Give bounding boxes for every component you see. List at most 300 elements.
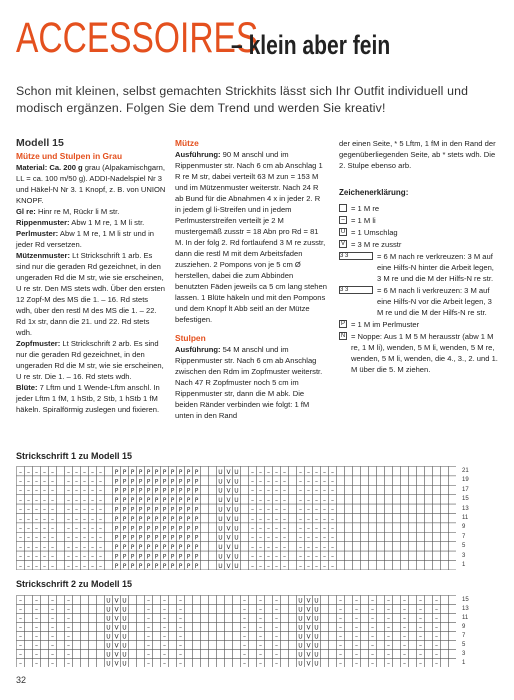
svg-text:V: V <box>114 642 119 650</box>
svg-text:–: – <box>331 562 334 570</box>
svg-text:–: – <box>67 633 70 641</box>
svg-text:V: V <box>114 606 119 614</box>
svg-text:–: – <box>331 544 334 552</box>
svg-text:V: V <box>226 506 231 514</box>
svg-text:P: P <box>138 487 143 495</box>
svg-text:U: U <box>218 478 223 486</box>
svg-text:–: – <box>27 478 30 486</box>
svg-text:–: – <box>91 562 94 570</box>
svg-text:P: P <box>194 478 199 486</box>
svg-text:–: – <box>67 468 70 476</box>
svg-text:–: – <box>299 478 302 486</box>
svg-text:P: P <box>122 515 127 523</box>
svg-text:U: U <box>298 660 303 667</box>
svg-text:–: – <box>51 468 54 476</box>
svg-text:P: P <box>162 497 167 505</box>
perl-paragraph: Perlmuster: Abw 1 M re, 1 M li str und in jeder Rd versetzen. <box>16 229 155 249</box>
svg-text:–: – <box>83 506 86 514</box>
section-heading: Mütze und Stulpen in Grau <box>16 151 123 161</box>
svg-text:–: – <box>99 497 102 505</box>
svg-text:U: U <box>122 606 127 614</box>
svg-text:P: P <box>146 534 151 542</box>
svg-text:V: V <box>226 487 231 495</box>
svg-text:–: – <box>355 615 358 623</box>
svg-text:–: – <box>283 468 286 476</box>
svg-text:–: – <box>35 468 38 476</box>
svg-text:P: P <box>194 525 199 533</box>
legend-item <box>339 215 499 226</box>
svg-text:–: – <box>91 553 94 561</box>
page-number: 32 <box>16 675 27 685</box>
svg-text:P: P <box>114 487 119 495</box>
svg-text:P: P <box>154 534 159 542</box>
svg-text:–: – <box>91 515 94 523</box>
svg-text:P: P <box>146 553 151 561</box>
svg-text:–: – <box>43 544 46 552</box>
chart-1-row-numbers <box>462 467 469 570</box>
svg-text:–: – <box>163 615 166 623</box>
svg-text:–: – <box>147 606 150 614</box>
svg-text:–: – <box>83 562 86 570</box>
legend-text: = 6 M nach li verkreuzen: 3 M auf eine Hilfs-N vor die Arbeit legen, 3 M re und die M der Hilfs-N re str. <box>377 286 492 317</box>
svg-text:–: – <box>91 487 94 495</box>
svg-text:U: U <box>218 468 223 476</box>
svg-text:–: – <box>259 478 262 486</box>
svg-text:–: – <box>91 497 94 505</box>
svg-text:–: – <box>35 534 38 542</box>
svg-text:P: P <box>146 515 151 523</box>
svg-text:–: – <box>99 562 102 570</box>
row-number: 3 <box>462 552 466 559</box>
svg-text:–: – <box>259 534 262 542</box>
svg-text:–: – <box>43 562 46 570</box>
row-number: 11 <box>462 514 469 521</box>
svg-text:–: – <box>91 506 94 514</box>
svg-text:U: U <box>218 534 223 542</box>
svg-text:–: – <box>35 615 38 623</box>
svg-text:–: – <box>35 544 38 552</box>
svg-text:–: – <box>51 633 54 641</box>
svg-text:–: – <box>51 534 54 542</box>
svg-text:–: – <box>35 515 38 523</box>
svg-text:–: – <box>99 525 102 533</box>
svg-text:–: – <box>51 606 54 614</box>
svg-text:P: P <box>162 534 167 542</box>
svg-text:V: V <box>226 544 231 552</box>
svg-text:–: – <box>67 606 70 614</box>
svg-text:–: – <box>91 478 94 486</box>
svg-text:U: U <box>234 497 239 505</box>
svg-text:–: – <box>371 615 374 623</box>
svg-text:P: P <box>186 506 191 514</box>
svg-text:P: P <box>114 553 119 561</box>
svg-text:P: P <box>170 515 175 523</box>
svg-text:V: V <box>226 478 231 486</box>
svg-text:–: – <box>355 633 358 641</box>
svg-text:–: – <box>331 468 334 476</box>
svg-text:–: – <box>435 606 438 614</box>
muetze-heading: Mütze <box>175 138 199 148</box>
svg-text:P: P <box>114 506 119 514</box>
legend-symbol-icon <box>339 204 347 212</box>
svg-text:–: – <box>147 615 150 623</box>
svg-text:–: – <box>19 515 22 523</box>
legend-item <box>339 203 499 214</box>
svg-text:–: – <box>51 624 54 632</box>
svg-text:P: P <box>146 468 151 476</box>
svg-text:–: – <box>307 525 310 533</box>
legend-item <box>339 285 499 318</box>
svg-text:–: – <box>275 478 278 486</box>
svg-text:–: – <box>147 597 150 605</box>
svg-text:V: V <box>226 497 231 505</box>
svg-text:–: – <box>35 624 38 632</box>
svg-text:–: – <box>91 544 94 552</box>
svg-text:–: – <box>315 487 318 495</box>
svg-text:–: – <box>51 478 54 486</box>
svg-text:–: – <box>275 525 278 533</box>
svg-text:–: – <box>99 515 102 523</box>
svg-text:P: P <box>114 478 119 486</box>
svg-text:–: – <box>283 478 286 486</box>
page-title: ACCESSOIRES <box>16 14 259 62</box>
svg-text:–: – <box>43 553 46 561</box>
svg-text:P: P <box>170 478 175 486</box>
svg-text:P: P <box>138 497 143 505</box>
svg-text:–: – <box>283 506 286 514</box>
svg-text:–: – <box>323 506 326 514</box>
svg-text:–: – <box>267 553 270 561</box>
svg-text:–: – <box>19 544 22 552</box>
svg-text:–: – <box>179 597 182 605</box>
svg-text:–: – <box>67 553 70 561</box>
svg-text:–: – <box>83 534 86 542</box>
svg-text:–: – <box>35 606 38 614</box>
svg-text:V: V <box>226 468 231 476</box>
chart-2 <box>16 595 456 667</box>
svg-text:–: – <box>43 487 46 495</box>
svg-text:V: V <box>306 633 311 641</box>
svg-text:–: – <box>67 660 70 667</box>
svg-text:–: – <box>283 553 286 561</box>
svg-text:–: – <box>275 506 278 514</box>
svg-text:U: U <box>234 487 239 495</box>
svg-text:P: P <box>138 553 143 561</box>
row-number: 17 <box>462 486 469 493</box>
svg-text:P: P <box>122 468 127 476</box>
bluete-paragraph: Blüte: 7 Lftm und 1 Wende-Lftm anschl. In jeder Lftm 1 fM, 1 hStb, 2 Stb, 1 hStb 1 fM häkeln. Spiralförmig zuslegen und fixieren. <box>16 383 160 414</box>
svg-text:–: – <box>435 633 438 641</box>
svg-text:–: – <box>43 497 46 505</box>
svg-text:–: – <box>315 534 318 542</box>
legend-text: = 1 M li <box>351 216 376 225</box>
svg-text:–: – <box>19 487 22 495</box>
svg-text:–: – <box>339 615 342 623</box>
svg-text:–: – <box>19 506 22 514</box>
svg-text:–: – <box>35 660 38 667</box>
svg-text:U: U <box>298 615 303 623</box>
svg-text:–: – <box>339 651 342 659</box>
svg-text:–: – <box>283 525 286 533</box>
svg-text:U: U <box>314 660 319 667</box>
svg-text:P: P <box>146 478 151 486</box>
legend-item <box>339 227 499 238</box>
svg-text:P: P <box>138 534 143 542</box>
svg-text:–: – <box>371 606 374 614</box>
svg-text:U: U <box>122 642 127 650</box>
svg-text:V: V <box>226 562 231 570</box>
svg-text:–: – <box>355 642 358 650</box>
svg-text:–: – <box>147 660 150 667</box>
svg-text:–: – <box>387 633 390 641</box>
svg-text:P: P <box>170 544 175 552</box>
svg-text:–: – <box>299 497 302 505</box>
svg-text:–: – <box>67 642 70 650</box>
row-number: 3 <box>462 651 466 657</box>
svg-text:U: U <box>314 642 319 650</box>
svg-text:–: – <box>51 651 54 659</box>
svg-text:P: P <box>178 553 183 561</box>
svg-text:–: – <box>19 651 22 659</box>
page-header <box>16 14 391 63</box>
svg-text:U: U <box>314 597 319 605</box>
svg-text:P: P <box>186 497 191 505</box>
svg-text:P: P <box>122 553 127 561</box>
svg-text:–: – <box>267 497 270 505</box>
svg-text:–: – <box>435 642 438 650</box>
svg-text:P: P <box>170 487 175 495</box>
svg-text:U: U <box>106 642 111 650</box>
svg-text:–: – <box>51 615 54 623</box>
svg-text:P: P <box>178 497 183 505</box>
svg-text:–: – <box>323 544 326 552</box>
svg-text:–: – <box>259 525 262 533</box>
svg-text:V: V <box>226 525 231 533</box>
svg-text:–: – <box>259 468 262 476</box>
svg-text:P: P <box>154 497 159 505</box>
svg-text:–: – <box>371 651 374 659</box>
svg-text:–: – <box>75 487 78 495</box>
svg-text:P: P <box>146 487 151 495</box>
svg-text:P: P <box>130 525 135 533</box>
svg-text:U: U <box>218 544 223 552</box>
svg-text:–: – <box>251 534 254 542</box>
svg-text:–: – <box>147 651 150 659</box>
svg-text:–: – <box>75 562 78 570</box>
rippen-paragraph: Rippenmuster: Abw 1 M re, 1 M li str. <box>16 218 145 227</box>
legend-symbol-icon: 3 3 <box>339 286 373 294</box>
svg-text:P: P <box>162 562 167 570</box>
svg-text:V: V <box>306 615 311 623</box>
svg-text:U: U <box>218 525 223 533</box>
svg-text:–: – <box>419 597 422 605</box>
svg-text:–: – <box>307 562 310 570</box>
svg-text:–: – <box>331 525 334 533</box>
svg-text:P: P <box>186 553 191 561</box>
svg-text:–: – <box>51 497 54 505</box>
svg-text:V: V <box>306 651 311 659</box>
svg-text:V: V <box>114 615 119 623</box>
svg-text:–: – <box>35 633 38 641</box>
svg-text:–: – <box>419 624 422 632</box>
row-number: 19 <box>462 477 469 484</box>
svg-text:–: – <box>99 487 102 495</box>
svg-text:–: – <box>275 597 278 605</box>
svg-text:P: P <box>114 468 119 476</box>
row-number: 15 <box>462 597 469 603</box>
svg-text:–: – <box>163 597 166 605</box>
legend-symbol-icon: U <box>340 229 346 235</box>
svg-text:P: P <box>178 544 183 552</box>
svg-text:P: P <box>154 515 159 523</box>
svg-text:–: – <box>75 468 78 476</box>
svg-text:–: – <box>19 597 22 605</box>
svg-text:P: P <box>114 562 119 570</box>
row-number: 1 <box>462 561 466 568</box>
svg-text:–: – <box>27 562 30 570</box>
svg-text:–: – <box>259 544 262 552</box>
svg-text:P: P <box>170 497 175 505</box>
svg-text:–: – <box>35 487 38 495</box>
svg-text:–: – <box>67 497 70 505</box>
svg-text:P: P <box>170 534 175 542</box>
svg-text:–: – <box>299 534 302 542</box>
svg-text:U: U <box>122 651 127 659</box>
svg-text:P: P <box>186 525 191 533</box>
svg-text:–: – <box>35 525 38 533</box>
svg-text:U: U <box>218 562 223 570</box>
svg-text:–: – <box>99 544 102 552</box>
svg-text:–: – <box>83 497 86 505</box>
svg-text:–: – <box>259 660 262 667</box>
svg-text:P: P <box>178 487 183 495</box>
svg-text:P: P <box>162 506 167 514</box>
svg-text:–: – <box>67 487 70 495</box>
svg-text:–: – <box>35 562 38 570</box>
svg-text:–: – <box>275 660 278 667</box>
legend-text: = 1 M im Perlmuster <box>351 320 420 329</box>
svg-text:P: P <box>194 487 199 495</box>
svg-text:–: – <box>35 597 38 605</box>
svg-text:P: P <box>114 534 119 542</box>
svg-text:P: P <box>186 478 191 486</box>
svg-text:–: – <box>267 515 270 523</box>
svg-text:–: – <box>315 468 318 476</box>
svg-text:U: U <box>234 468 239 476</box>
chart-1-title: Strickschrift 1 zu Modell 15 <box>16 451 133 461</box>
svg-text:P: P <box>170 525 175 533</box>
svg-text:P: P <box>138 468 143 476</box>
svg-text:–: – <box>43 478 46 486</box>
svg-text:P: P <box>178 534 183 542</box>
svg-text:–: – <box>243 624 246 632</box>
svg-text:–: – <box>275 624 278 632</box>
legend-text: = 3 M re zusstr <box>351 240 402 249</box>
svg-text:P: P <box>194 544 199 552</box>
svg-text:P: P <box>122 497 127 505</box>
svg-text:–: – <box>35 553 38 561</box>
svg-text:–: – <box>147 642 150 650</box>
svg-text:P: P <box>194 534 199 542</box>
svg-text:–: – <box>67 515 70 523</box>
row-number: 11 <box>462 615 469 621</box>
svg-text:–: – <box>147 633 150 641</box>
svg-text:–: – <box>19 615 22 623</box>
svg-text:–: – <box>387 651 390 659</box>
svg-text:–: – <box>19 606 22 614</box>
svg-text:P: P <box>138 562 143 570</box>
legend-item <box>339 239 499 250</box>
svg-text:–: – <box>259 506 262 514</box>
svg-text:–: – <box>43 506 46 514</box>
svg-text:P: P <box>146 544 151 552</box>
svg-text:P: P <box>130 534 135 542</box>
svg-text:–: – <box>67 506 70 514</box>
svg-text:U: U <box>122 624 127 632</box>
svg-text:–: – <box>259 606 262 614</box>
legend-item <box>339 251 499 284</box>
svg-text:–: – <box>251 553 254 561</box>
svg-text:–: – <box>83 478 86 486</box>
svg-text:P: P <box>146 497 151 505</box>
legend-symbol-icon: V <box>340 241 345 247</box>
svg-text:U: U <box>218 515 223 523</box>
svg-text:–: – <box>19 478 22 486</box>
svg-text:–: – <box>419 642 422 650</box>
svg-text:V: V <box>226 553 231 561</box>
svg-text:V: V <box>306 597 311 605</box>
svg-text:–: – <box>403 651 406 659</box>
svg-text:–: – <box>163 624 166 632</box>
svg-text:–: – <box>19 562 22 570</box>
model-heading: Modell 15 <box>16 137 64 149</box>
svg-text:–: – <box>299 553 302 561</box>
svg-text:U: U <box>234 544 239 552</box>
svg-text:–: – <box>331 515 334 523</box>
svg-text:–: – <box>99 534 102 542</box>
svg-text:–: – <box>99 506 102 514</box>
svg-text:P: P <box>114 544 119 552</box>
svg-text:–: – <box>275 544 278 552</box>
svg-text:–: – <box>275 487 278 495</box>
svg-text:–: – <box>83 553 86 561</box>
svg-text:–: – <box>283 487 286 495</box>
svg-text:P: P <box>154 544 159 552</box>
svg-text:P: P <box>186 515 191 523</box>
row-number: 21 <box>462 468 469 474</box>
svg-text:–: – <box>51 642 54 650</box>
svg-text:P: P <box>138 525 143 533</box>
zopfmuster-paragraph: Zopfmuster: Lt Strickschrift 2 arb. Es sind nur die geraden Rd gezeichnet, in den ungeraden Rd die M str, wie sie erscheinen, U re str. Die 1. – 16. Rd stets wdh. <box>16 339 164 381</box>
svg-text:U: U <box>298 606 303 614</box>
svg-text:P: P <box>194 468 199 476</box>
svg-text:–: – <box>267 487 270 495</box>
row-number: 15 <box>462 496 469 503</box>
stulpen-paragraph: Ausführung: 54 M anschl und im Rippenmuster str. Nach 6 cm ab Anschlag zwischen den Rdm im Zopfmuster weiterstr. Nach 47 R Zopfmuster noch 5 cm im Rippenmuster str, dann die M abk. Die beiden Ränder verbinden wie folgt: 1 fM unten in den Rand <box>175 345 323 420</box>
svg-text:–: – <box>387 624 390 632</box>
svg-text:–: – <box>267 534 270 542</box>
svg-text:P: P <box>170 562 175 570</box>
svg-text:U: U <box>218 487 223 495</box>
svg-text:V: V <box>114 624 119 632</box>
svg-text:P: P <box>130 553 135 561</box>
svg-text:–: – <box>387 597 390 605</box>
svg-text:U: U <box>106 624 111 632</box>
svg-text:–: – <box>419 651 422 659</box>
legend-symbol-icon: – <box>339 216 347 224</box>
row-number: 5 <box>462 642 466 648</box>
svg-text:–: – <box>35 506 38 514</box>
